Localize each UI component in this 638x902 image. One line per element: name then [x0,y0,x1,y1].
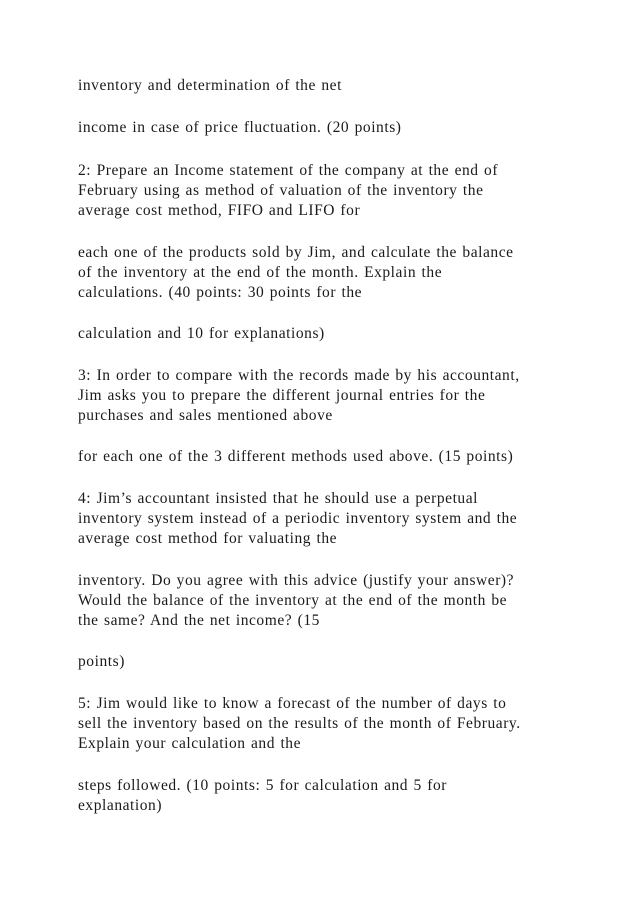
paragraph-question-4-cont [78,571,618,631]
text-line: February using as method of valuation of the inventory the [78,182,484,199]
text-line: average cost method, FIFO and LIFO for [78,202,361,219]
paragraph-question-5-end [78,776,618,816]
text-line: purchases and sales mentioned above [78,407,333,424]
text-line: explanation) [78,797,163,814]
paragraph-question-2-cont [78,243,618,303]
text-line: 2: Prepare an Income statement of the company at the end of [78,162,499,179]
text-line: calculation and 10 for explanations) [78,325,325,342]
paragraph-question-1-end [78,118,618,138]
text-line: income in case of price fluctuation. (20 points) [78,119,402,136]
text-line: 3: In order to compare with the records made by his accountant, [78,367,520,384]
paragraph-question-2-end [78,324,618,344]
text-line: Explain your calculation and the [78,735,302,752]
text-line: 4: Jim’s accountant insisted that he should use a perpetual [78,490,479,507]
text-line: inventory and determination of the net [78,77,342,94]
text-line: Jim asks you to prepare the different journal entries for the [78,387,486,404]
text-line: the same? And the net income? (15 [78,612,320,629]
text-line: for each one of the 3 different methods used above. (15 points) [78,448,514,465]
text-line: calculations. (40 points: 30 points for the [78,284,363,301]
text-line: each one of the products sold by Jim, and calculate the balance [78,244,514,261]
text-line: points) [78,653,125,670]
text-line: 5: Jim would like to know a forecast of the number of days to [78,695,507,712]
paragraph-intro-line [78,76,618,96]
text-line: sell the inventory based on the results of the month of February. [78,715,521,732]
text-line: inventory system instead of a periodic inventory system and the [78,510,518,527]
text-line: Would the balance of the inventory at the end of the month be [78,592,508,609]
paragraph-question-5 [78,694,618,754]
text-line: of the inventory at the end of the month. Explain the [78,264,443,281]
text-line: average cost method for valuating the [78,530,338,547]
text-line: steps followed. (10 points: 5 for calculation and 5 for [78,777,447,794]
paragraph-question-2 [78,161,618,221]
paragraph-question-3-end [78,447,618,467]
paragraph-question-3 [78,366,618,426]
paragraph-question-4 [78,489,618,549]
paragraph-question-4-end [78,652,618,672]
text-line: inventory. Do you agree with this advice (justify your answer)? [78,572,515,589]
